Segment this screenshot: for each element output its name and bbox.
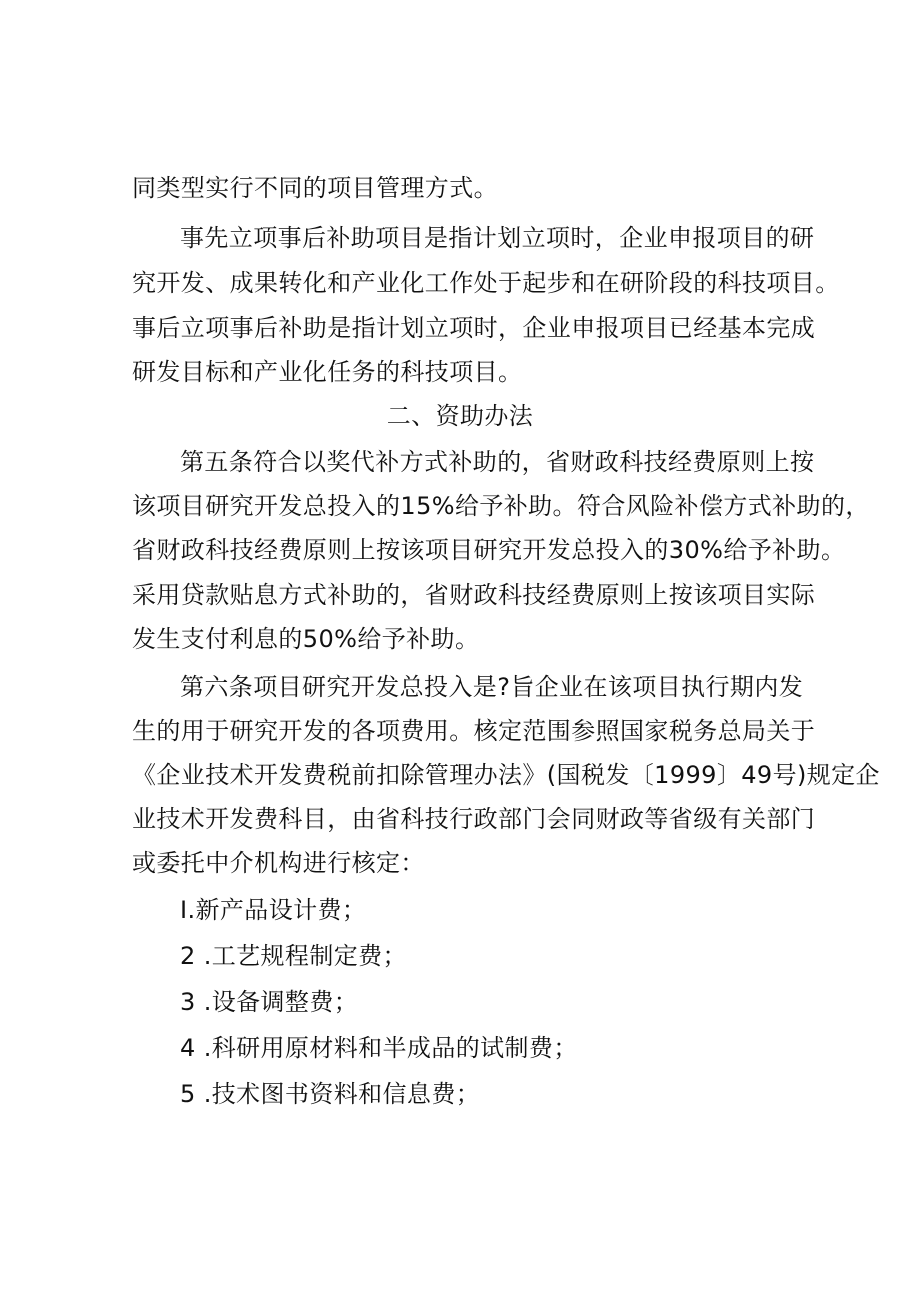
paragraph-line: 业技术开发费科目，由省科技行政部门会同财政等省级有关部门 <box>132 805 816 833</box>
paragraph-line: 该项目研究开发总投入的15%给予补助。符合风险补偿方式补助的， <box>132 492 870 520</box>
list-item: 4 .科研用原材料和半成品的试制费； <box>180 1034 578 1062</box>
paragraph-line: 同类型实行不同的项目管理方式。 <box>132 174 498 202</box>
list-item: 3 .设备调整费； <box>180 988 359 1016</box>
paragraph-line: 发生支付利息的50%给予补助。 <box>132 625 480 653</box>
paragraph-line: 采用贷款贴息方式补助的，省财政科技经费原则上按该项目实际 <box>132 581 816 609</box>
list-item: 5 .技术图书资料和信息费； <box>180 1080 481 1108</box>
paragraph-line: 研发目标和产业化任务的科技项目。 <box>132 358 523 386</box>
paragraph-line: 第六条项目研究开发总投入是?旨企业在该项目执行期内发 <box>180 673 804 701</box>
paragraph-line: 《企业技术开发费税前扣除管理办法》(国税发〔1999〕49号)规定企 <box>132 761 880 789</box>
paragraph-line: 事先立项事后补助项目是指计划立项时，企业申报项目的研 <box>180 224 815 252</box>
paragraph-line: 究开发、成果转化和产业化工作处于起步和在研阶段的科技项目。 <box>132 269 840 297</box>
paragraph-line: 事后立项事后补助是指计划立项时，企业申报项目已经基本完成 <box>132 314 816 342</box>
paragraph-line: 或委托中介机构进行核定： <box>132 849 425 877</box>
paragraph-line: 生的用于研究开发的各项费用。核定范围参照国家税务总局关于 <box>132 717 816 745</box>
section-heading: 二、资助办法 <box>386 402 534 430</box>
list-item: 2 .工艺规程制定费； <box>180 942 407 970</box>
paragraph-line: 省财政科技经费原则上按该项目研究开发总投入的30%给予补助。 <box>132 536 846 564</box>
list-item: I.新产品设计费； <box>180 896 367 924</box>
paragraph-line: 第五条符合以奖代补方式补助的，省财政科技经费原则上按 <box>180 448 815 476</box>
